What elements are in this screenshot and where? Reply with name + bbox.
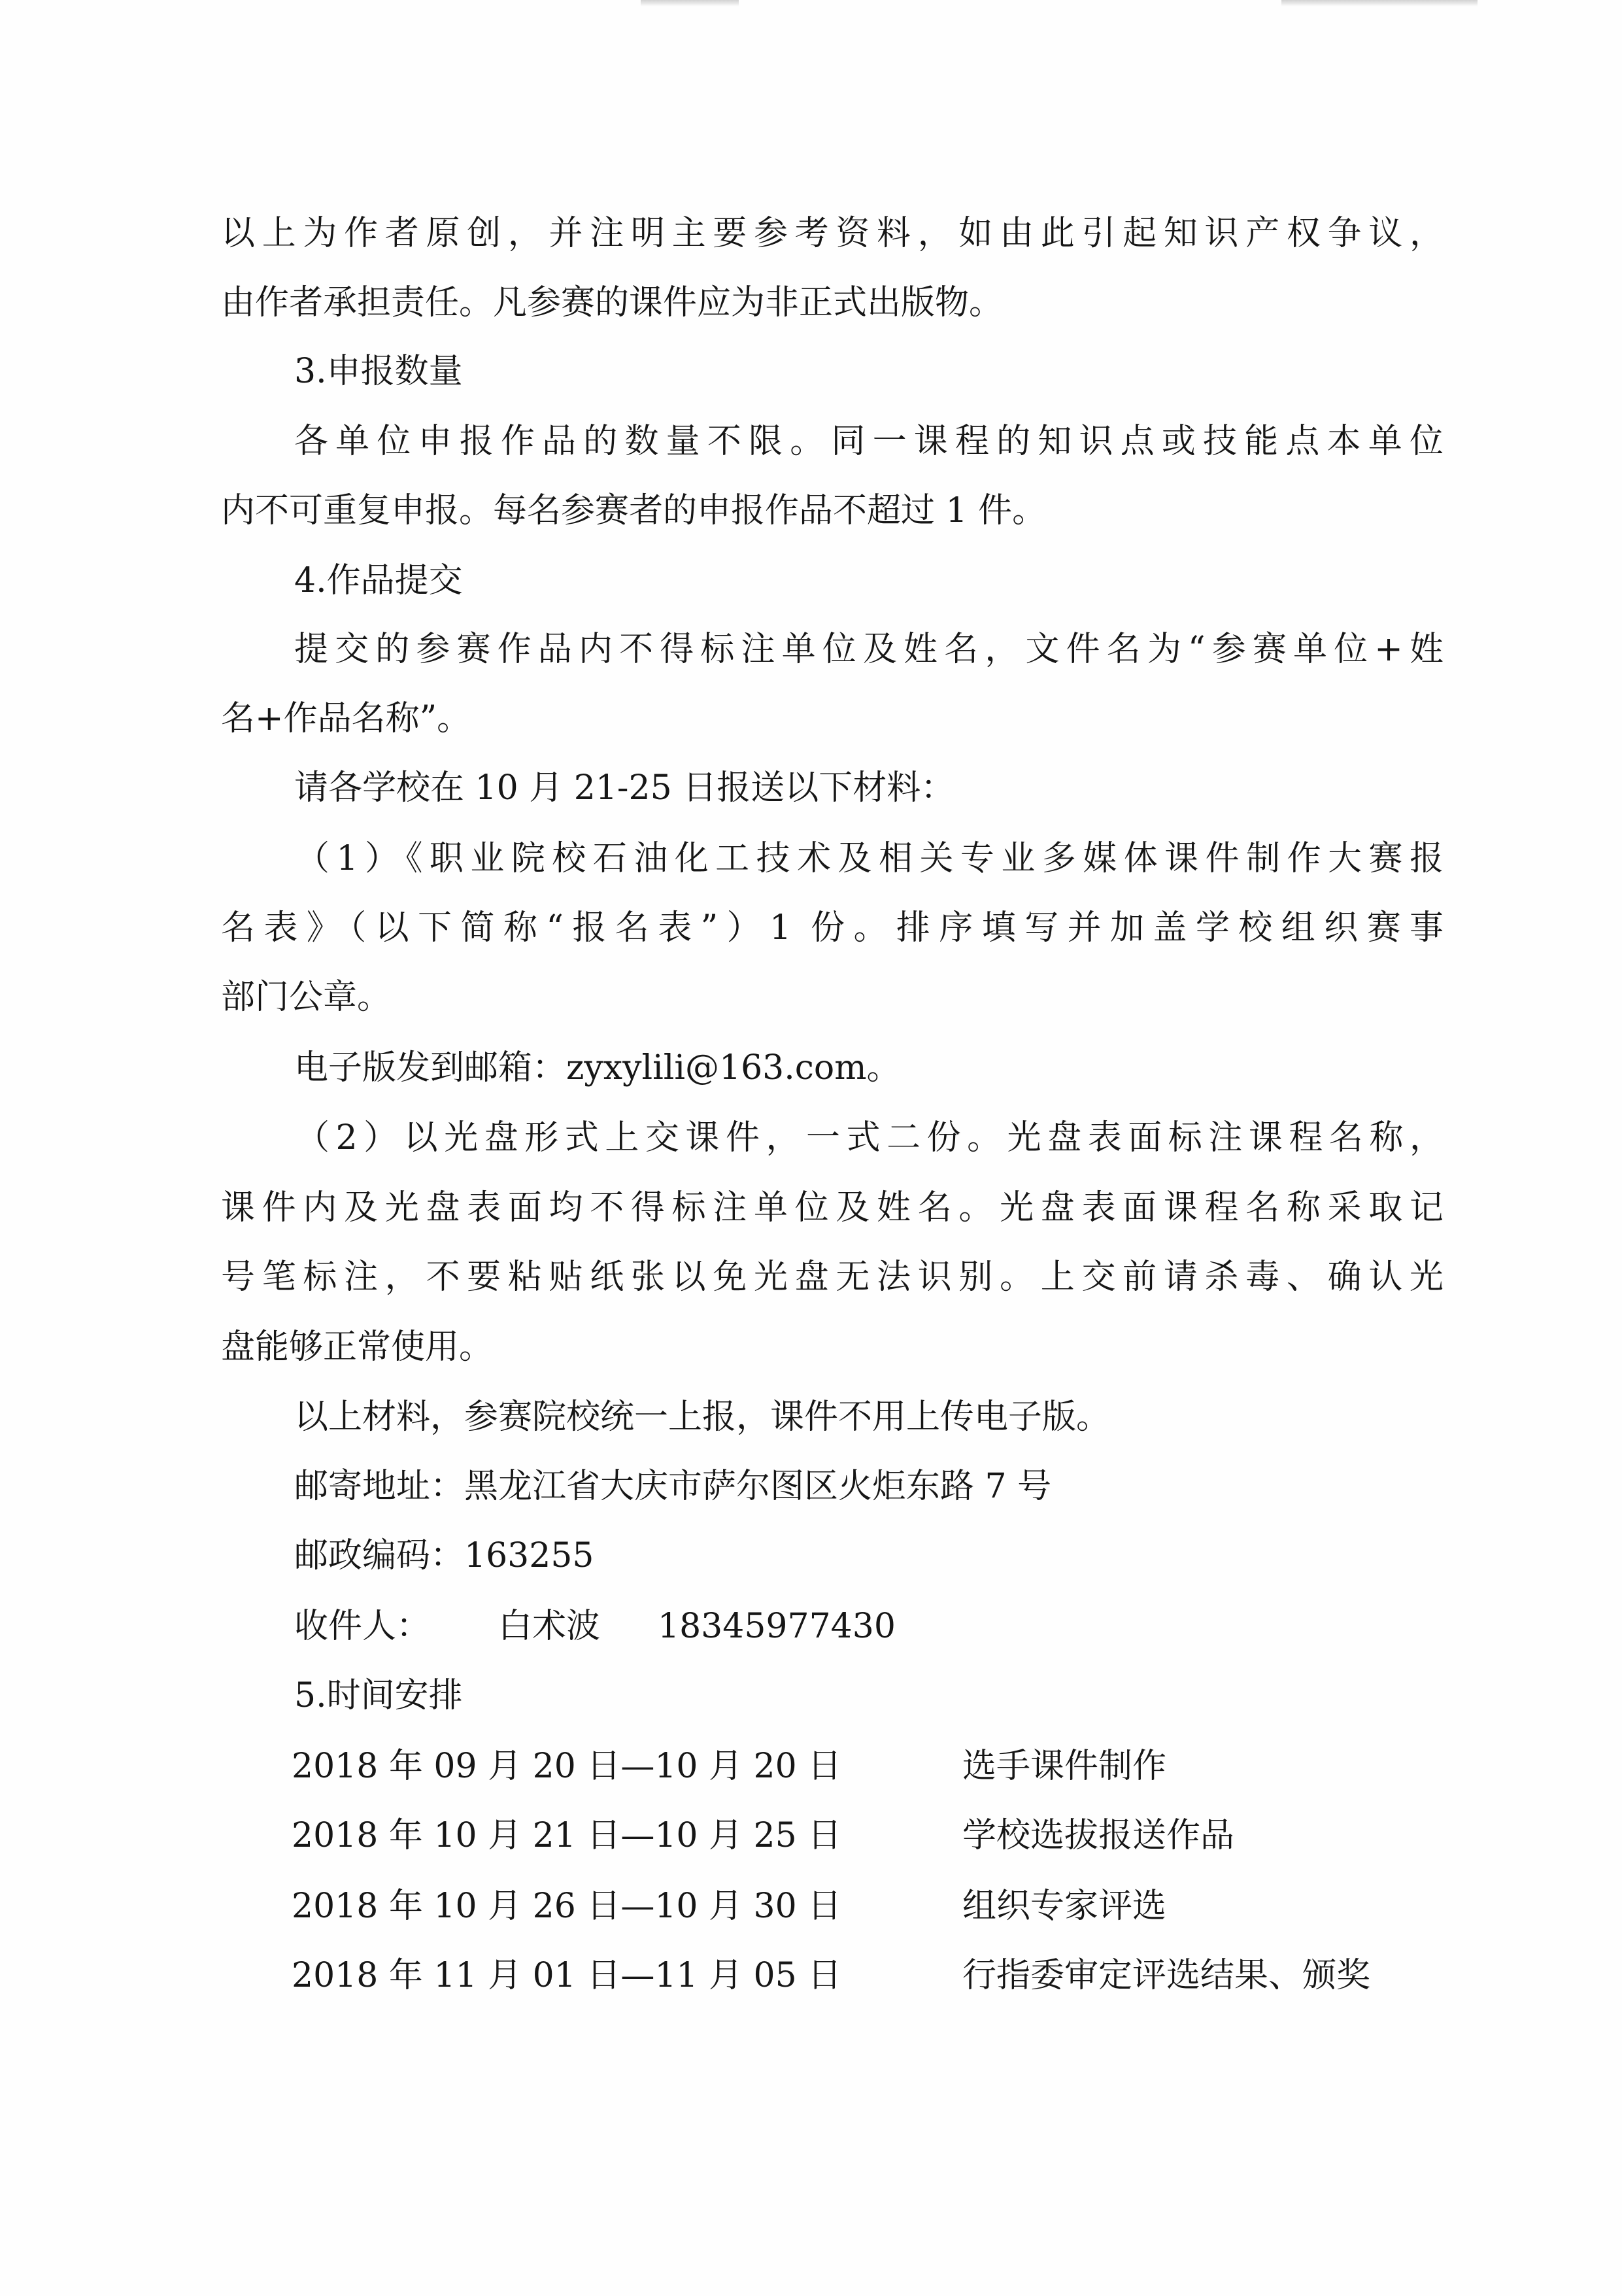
paragraph-line: （2）以光盘形式上交课件，一式二份。光盘表面标注课程名称， (296, 1118, 1444, 1157)
paragraph-line: 部门公章。 (221, 978, 392, 1017)
schedule-date: 2018 年 10 月 21 日—10 月 25 日 (292, 1816, 842, 1855)
scan-edge-mark (1281, 0, 1478, 7)
recipient-label: 收件人： (294, 1607, 431, 1646)
recipient-phone: 18345977430 (658, 1607, 896, 1646)
paragraph-line: 以上材料，参赛院校统一上报，课件不用上传电子版。 (294, 1397, 1111, 1437)
paragraph-line: 名+作品名称”。 (221, 699, 471, 738)
recipient-name: 白术波 (498, 1607, 601, 1646)
schedule-activity: 行指委审定评选结果、颁奖 (962, 1956, 1371, 1995)
paragraph-line: 请各学校在 10 月 21-25 日报送以下材料： (294, 768, 955, 808)
postal-code: 邮政编码：163255 (294, 1536, 594, 1575)
paragraph-line: 名表》（以下简称“报名表”）1 份。排序填写并加盖学校组织赛事 (221, 908, 1444, 948)
paragraph-line: 课件内及光盘表面均不得标注单位及姓名。光盘表面课程名称采取记 (221, 1188, 1444, 1227)
schedule-activity: 学校选拔报送作品 (962, 1816, 1235, 1855)
paragraph-line: 号笔标注，不要粘贴纸张以免光盘无法识别。上交前请杀毒、确认光 (221, 1258, 1444, 1297)
section-heading: 3.申报数量 (294, 352, 463, 391)
schedule-date: 2018 年 11 月 01 日—11 月 05 日 (292, 1956, 842, 1995)
schedule-date: 2018 年 10 月 26 日—10 月 30 日 (292, 1887, 842, 1926)
scan-edge-mark (641, 0, 739, 7)
paragraph-line: （1）《职业院校石油化工技术及相关专业多媒体课件制作大赛报 (296, 839, 1444, 878)
section-heading: 5.时间安排 (294, 1676, 463, 1715)
section-heading: 4.作品提交 (294, 561, 463, 600)
paragraph-line: 提交的参赛作品内不得标注单位及姓名，文件名为“参赛单位+姓 (294, 630, 1444, 669)
paragraph-line: 盘能够正常使用。 (221, 1328, 494, 1367)
paragraph-line: 由作者承担责任。凡参赛的课件应为非正式出版物。 (221, 283, 1004, 322)
schedule-date: 2018 年 09 月 20 日—10 月 20 日 (292, 1747, 842, 1786)
paragraph-line: 各单位申报作品的数量不限。同一课程的知识点或技能点本单位 (294, 422, 1444, 461)
paragraph-line: 以上为作者原创，并注明主要参考资料，如由此引起知识产权争议， (221, 214, 1444, 253)
paragraph-line: 内不可重复申报。每名参赛者的申报作品不超过 1 件。 (221, 491, 1047, 530)
schedule-activity: 组织专家评选 (962, 1887, 1167, 1926)
email-line: 电子版发到邮箱：zyxylili@163.com。 (294, 1048, 901, 1088)
mailing-address: 邮寄地址：黑龙江省大庆市萨尔图区火炬东路 7 号 (294, 1467, 1052, 1506)
schedule-activity: 选手课件制作 (962, 1747, 1167, 1786)
